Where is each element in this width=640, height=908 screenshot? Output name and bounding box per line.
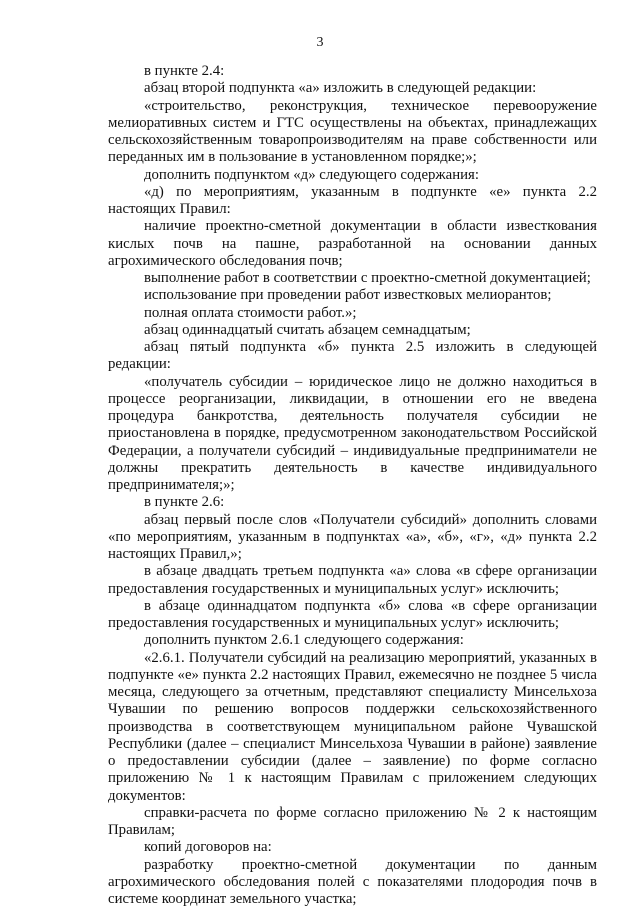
paragraph: в пункте 2.6: xyxy=(108,494,597,511)
page-number: 3 xyxy=(0,34,640,51)
paragraph: «получатель субсидии – юридическое лицо не должно находиться в процессе реорганизации, ликвидации, в отношении его не введена процедура банкротства, деятельность получателя субсидии не приостановлена в порядке, предусмотренном законодательством Российской Федерации, а получатели субсидий – индивидуальные предприниматели не должны прекратить деятельность в качестве индивидуального предпринимателя;»; xyxy=(108,374,597,495)
paragraph: справки-расчета по форме согласно приложению № 2 к настоящим Правилам; xyxy=(108,805,597,840)
paragraph: абзац пятый подпункта «б» пункта 2.5 изложить в следующей редакции: xyxy=(108,339,597,374)
paragraph: «2.6.1. Получатели субсидий на реализацию мероприятий, указанных в подпункте «е» пункта 2.2 настоящих Правил, ежемесячно не позднее 5 числа месяца, следующего за отчетным, представляют специалисту Минсельхоза Чувашии по решению вопросов поддержки сельскохозяйственного производства в соответствующем муниципальном районе Чувашской Республики (далее – специалист Минсельхоза Чувашии в районе) заявление о предоставлении субсидии (далее – заявление) по форме согласно приложению № 1 к настоящим Правилам с приложением следующих документов: xyxy=(108,650,597,805)
document-body xyxy=(108,63,597,908)
paragraph: копий договоров на: xyxy=(108,839,597,856)
paragraph: разработку проектно-сметной документации по данным агрохимического обследования полей с показателями плодородия почв в системе координат земельного участка; xyxy=(108,857,597,908)
paragraph: в абзаце двадцать третьем подпункта «а» слова «в сфере организации предоставления государственных и муниципальных услуг» исключить; xyxy=(108,563,597,598)
paragraph: дополнить пунктом 2.6.1 следующего содержания: xyxy=(108,632,597,649)
paragraph: полная оплата стоимости работ.»; xyxy=(108,305,597,322)
paragraph: абзац второй подпункта «а» изложить в следующей редакции: xyxy=(108,80,597,97)
paragraph: «д) по мероприятиям, указанным в подпункте «е» пункта 2.2 настоящих Правил: xyxy=(108,184,597,219)
paragraph: наличие проектно-сметной документации в области известкования кислых почв на пашне, разработанной на основании данных агрохимического обследования почв; xyxy=(108,218,597,270)
paragraph: в абзаце одиннадцатом подпункта «б» слова «в сфере организации предоставления государственных и муниципальных услуг» исключить; xyxy=(108,598,597,633)
paragraph: выполнение работ в соответствии с проектно-сметной документацией; xyxy=(108,270,597,287)
paragraph: «строительство, реконструкция, техническое перевооружение мелиоративных систем и ГТС осуществлены на объектах, принадлежащих сельскохозяйственным товаропроизводителям на праве собственности или переданных им в пользование в установленном порядке;»; xyxy=(108,98,597,167)
paragraph: использование при проведении работ известковых мелиорантов; xyxy=(108,287,597,304)
paragraph: дополнить подпунктом «д» следующего содержания: xyxy=(108,167,597,184)
paragraph: абзац одиннадцатый считать абзацем семнадцатым; xyxy=(108,322,597,339)
paragraph: в пункте 2.4: xyxy=(108,63,597,80)
paragraph: абзац первый после слов «Получатели субсидий» дополнить словами «по мероприятиям, указанным в подпунктах «а», «б», «г», «д» пункта 2.2 настоящих Правил,»; xyxy=(108,512,597,564)
